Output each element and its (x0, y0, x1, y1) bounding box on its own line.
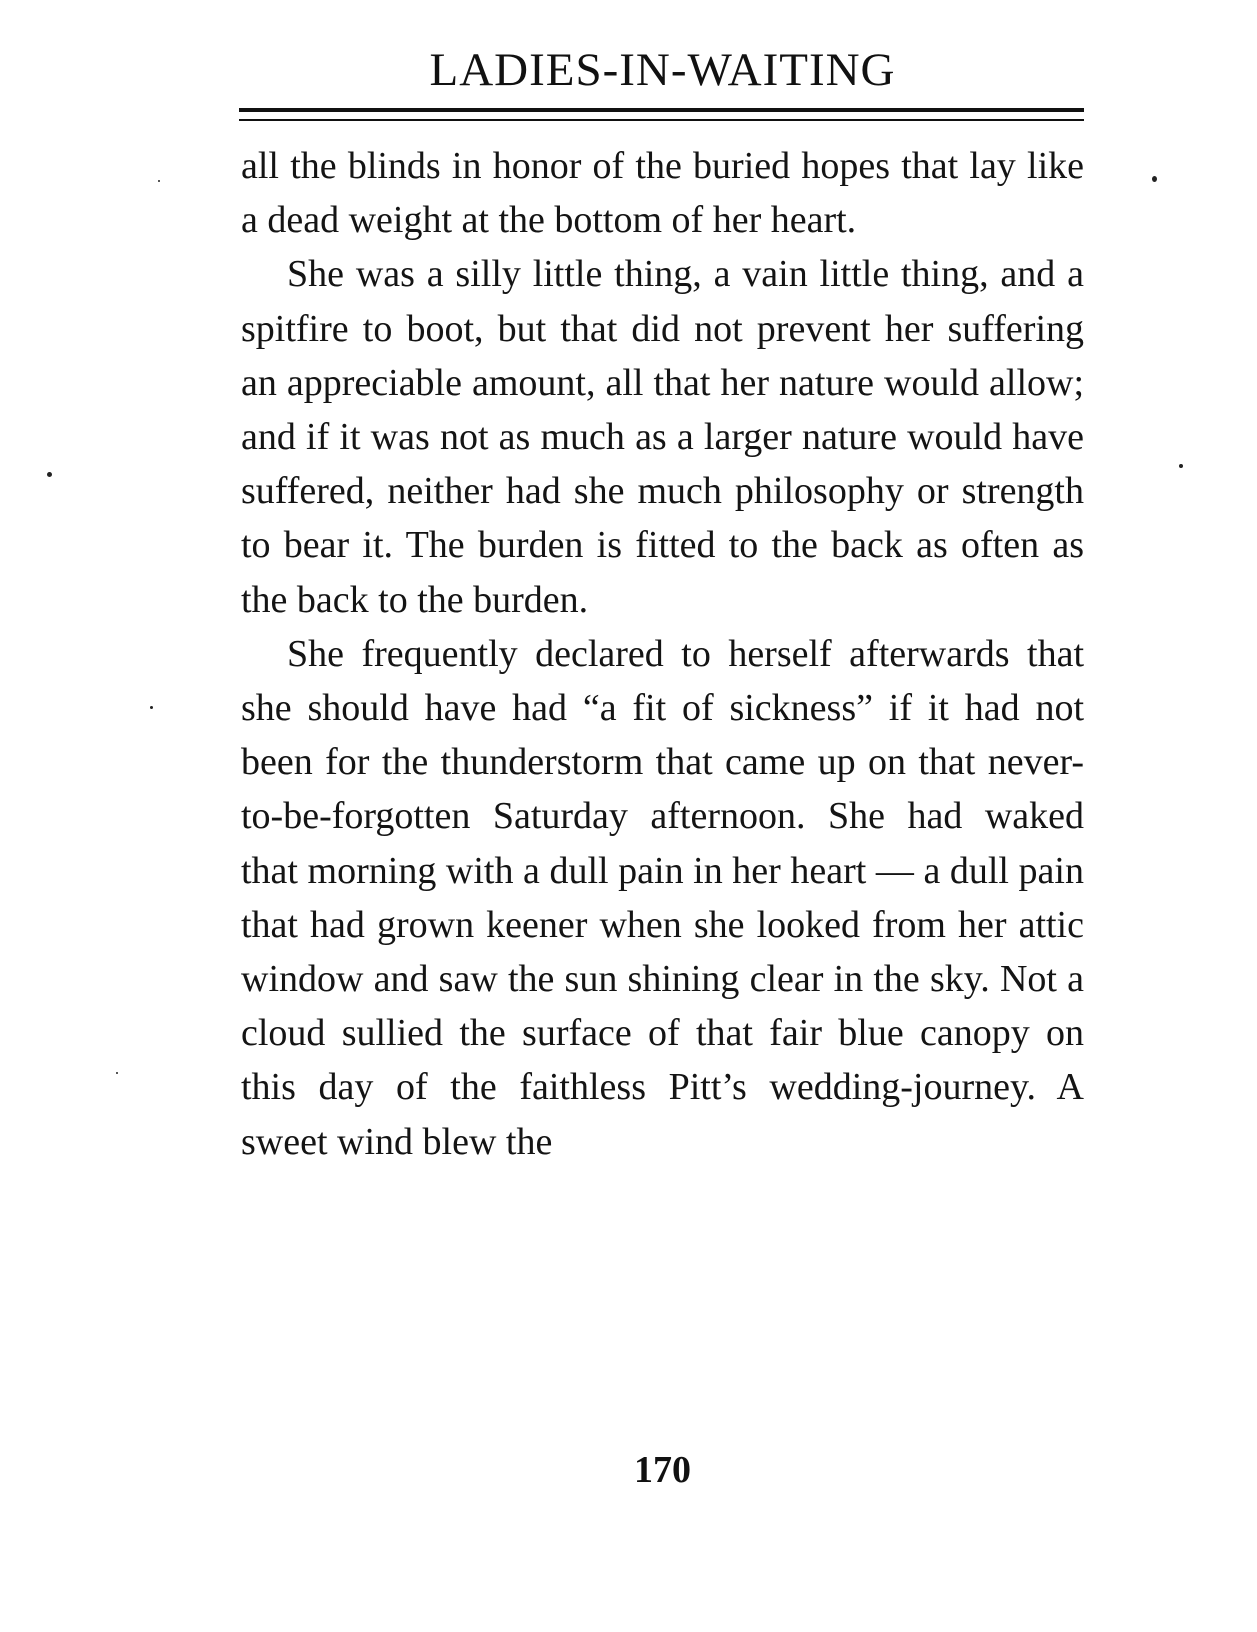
paragraph-2: She was a silly little thing, a vain little thing, and a spitfire to boot, but that did not prevent her suffering an appreciable amount, all that her nature would allow; and if it was not as much as a larger nature would have suffered, neither had she much philosophy or strength to bear it. The burden is fitted to the back as often as the back to the burden. (241, 253, 1084, 621)
running-head: LADIES-IN-WAITING (429, 44, 896, 96)
paragraph-1: all the blinds in honor of the buried hopes that lay like a dead weight at the bottom of her heart. (241, 145, 1084, 242)
header-rule-thin (239, 119, 1084, 121)
scan-speck (116, 1072, 118, 1074)
scan-speck (1152, 176, 1157, 182)
scan-speck (47, 472, 52, 477)
scan-speck (1179, 464, 1183, 468)
scan-speck (150, 706, 153, 709)
body-text (241, 139, 1084, 1169)
scan-speck (158, 180, 160, 182)
paragraph-3: She frequently declared to herself afterwards that she should have had “a fit of sickness” if it had not been for the thunderstorm that came up on that never-to-be-forgotten Saturday afternoon. She had waked that morning with a dull pain in her heart — a dull pain that had grown keener when she looked from her attic window and saw the sun shining clear in the sky. Not a cloud sullied the surface of that fair blue canopy on this day of the faithless Pitt’s wedding-journey. A sweet wind blew the (241, 632, 1084, 1163)
page-number: 170 (634, 1449, 691, 1491)
header-rule-thick (239, 108, 1084, 112)
